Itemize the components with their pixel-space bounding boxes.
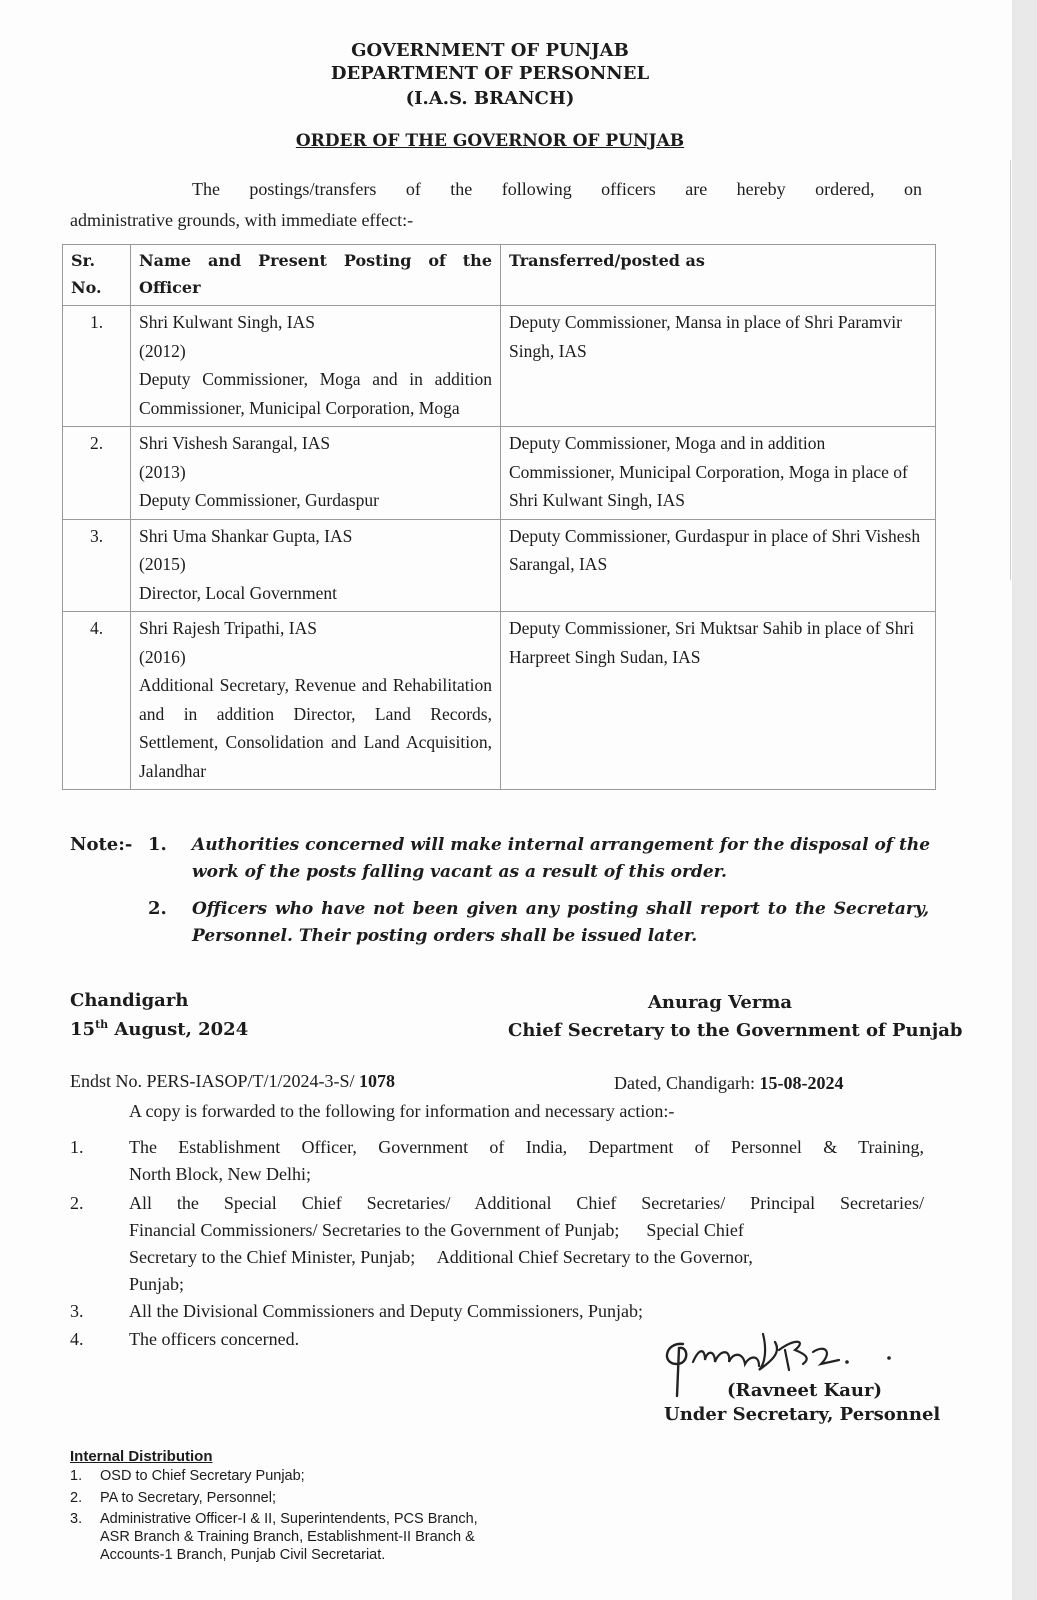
officer-batch: (2012) — [139, 340, 186, 361]
row-officer — [131, 306, 501, 427]
header-name-line2: Officer — [139, 278, 201, 297]
header-sr-line1: Sr. — [71, 251, 96, 270]
header-sr-no — [63, 245, 131, 306]
recipient-line: Financial Commissioners/ Secretaries to the Government of Punjab; Special Chief — [129, 1220, 744, 1240]
row-sr: 2. — [63, 427, 131, 520]
officer-name: Shri Vishesh Sarangal, IAS — [139, 433, 331, 453]
distribution-line: ASR Branch & Training Branch, Establishment-II Branch & — [100, 1529, 475, 1545]
date-rest: August, 2024 — [108, 1019, 249, 1040]
under-secretary-designation: Under Secretary, Personnel — [664, 1404, 941, 1425]
intro-line-1: The postings/transfers of the following officers are hereby ordered, on — [192, 179, 922, 199]
intro-line-2: administrative grounds, with immediate effect:- — [70, 210, 414, 230]
table-row — [63, 306, 936, 427]
recipient-number: 1. — [70, 1137, 84, 1157]
recipient-line: All the Divisional Commissioners and Deputy Commissioners, Punjab; — [129, 1301, 643, 1321]
note-text — [192, 896, 929, 950]
govt-heading: GOVERNMENT OF PUNJAB — [351, 40, 629, 61]
officer-name: Shri Rajesh Tripathi, IAS — [139, 618, 317, 638]
endst-prefix: Endst No. PERS-IASOP/T/1/2024-3-S/ — [70, 1071, 355, 1091]
endst-number: 1078 — [354, 1071, 396, 1091]
table-row — [63, 612, 936, 790]
recipient-number: 3. — [70, 1301, 84, 1321]
table-row — [63, 427, 936, 520]
row-officer — [131, 427, 501, 520]
header-transferred: Transferred/posted as — [501, 245, 936, 306]
recipient-line: Punjab; — [129, 1274, 185, 1294]
row-posted-as: Deputy Commissioner, Sri Muktsar Sahib in place of Shri Harpreet Singh Sudan, IAS — [501, 612, 936, 790]
officer-batch: (2015) — [139, 554, 186, 574]
dated-prefix: Dated, Chandigarh: — [614, 1073, 760, 1093]
note-line: Officers who have not been given any posting shall report to the Secretary, — [192, 899, 929, 919]
recipient-line: Secretary to the Chief Minister, Punjab; Additional Chief Secretary to the Governor, — [129, 1247, 753, 1267]
officer-name: Shri Kulwant Singh, IAS — [139, 312, 315, 332]
recipient-text — [129, 1134, 924, 1188]
officer-present-posting: Additional Secretary, Revenue and Rehabilitation and in addition Director, Land Records, Settlement, Consolidation and Land Acquisition, Jalandhar — [139, 675, 492, 781]
copy-forward-line: A copy is forwarded to the following for information and necessary action:- — [129, 1101, 675, 1121]
distribution-item-text — [100, 1510, 478, 1564]
page-edge-line — [1010, 160, 1011, 580]
officer-batch: (2013) — [139, 461, 186, 482]
row-posted-as: Deputy Commissioner, Moga and in addition Commissioner, Municipal Corporation, Moga in place of Shri Kulwant Singh, IAS — [501, 427, 936, 520]
distribution-number: 2. — [70, 1490, 83, 1506]
place: Chandigarh — [70, 990, 189, 1011]
recipient-line: The officers concerned. — [129, 1329, 300, 1349]
postings-table — [62, 244, 936, 790]
dated-value: 15-08-2024 — [759, 1073, 844, 1093]
note-text — [192, 832, 929, 886]
officer-present-posting: Deputy Commissioner, Moga and in addition Commissioner, Municipal Corporation, Moga — [139, 369, 492, 418]
order-date — [70, 1018, 248, 1040]
distribution-line: OSD to Chief Secretary Punjab; — [100, 1468, 305, 1484]
row-sr: 1. — [63, 306, 131, 427]
date-suffix: th — [95, 1018, 109, 1031]
officer-batch: (2016) — [139, 646, 186, 667]
recipient-line: North Block, New Delhi; — [129, 1164, 311, 1184]
officer-name: Shri Uma Shankar Gupta, IAS — [139, 525, 353, 546]
distribution-line: Accounts-1 Branch, Punjab Civil Secretariat. — [100, 1547, 386, 1563]
row-posted-as: Deputy Commissioner, Mansa in place of Shri Paramvir Singh, IAS — [501, 306, 936, 427]
endorsement-number — [70, 1068, 395, 1095]
row-sr: 4. — [63, 612, 131, 790]
header-name-line1: Name and Present Posting of the — [139, 251, 492, 270]
note-number: 2. — [148, 898, 167, 919]
distribution-number: 3. — [70, 1511, 83, 1527]
note-number: 1. — [148, 834, 167, 855]
under-secretary-name: (Ravneet Kaur) — [727, 1380, 882, 1401]
note-line: Authorities concerned will make internal arrangement for the disposal of the — [192, 835, 931, 855]
signatory-designation: Chief Secretary to the Government of Punjab — [508, 1020, 963, 1041]
recipient-text — [129, 1190, 924, 1298]
recipient-line: All the Special Chief Secretaries/ Additional Chief Secretaries/ Principal Secretaries/ — [129, 1193, 924, 1213]
order-title: ORDER OF THE GOVERNOR OF PUNJAB — [295, 131, 685, 151]
distribution-line: PA to Secretary, Personnel; — [100, 1490, 276, 1506]
officer-present-posting: Director, Local Government — [139, 582, 338, 603]
header-sr-line2: No. — [71, 278, 102, 297]
table-header-row — [63, 245, 936, 306]
page-edge — [1012, 0, 1037, 1600]
distribution-line: Administrative Officer-I & II, Superintendents, PCS Branch, — [100, 1511, 478, 1527]
note-line: Personnel. Their posting orders shall be issued later. — [192, 926, 698, 946]
row-officer — [131, 519, 501, 612]
department-heading: DEPARTMENT OF PERSONNEL — [330, 63, 650, 84]
date-day: 15 — [70, 1019, 96, 1040]
recipient-line: The Establishment Officer, Government of India, Department of Personnel & Training, — [129, 1137, 924, 1157]
row-officer — [131, 612, 501, 790]
row-sr: 3. — [63, 519, 131, 612]
recipient-number: 2. — [70, 1193, 84, 1213]
endorsement-date — [614, 1070, 843, 1097]
header-name-posting — [131, 245, 501, 306]
internal-distribution-title: Internal Distribution — [70, 1448, 213, 1465]
signatory-name: Anurag Verma — [647, 992, 793, 1013]
table-row — [63, 519, 936, 612]
note-label: Note:- — [70, 834, 133, 855]
branch-heading: (I.A.S. BRANCH) — [405, 88, 575, 109]
row-posted-as: Deputy Commissioner, Gurdaspur in place of Shri Vishesh Sarangal, IAS — [501, 519, 936, 612]
note-line: work of the posts falling vacant as a result of this order. — [192, 862, 727, 882]
officer-present-posting: Deputy Commissioner, Gurdaspur — [139, 490, 379, 510]
distribution-number: 1. — [70, 1468, 83, 1484]
recipient-number: 4. — [70, 1329, 84, 1349]
